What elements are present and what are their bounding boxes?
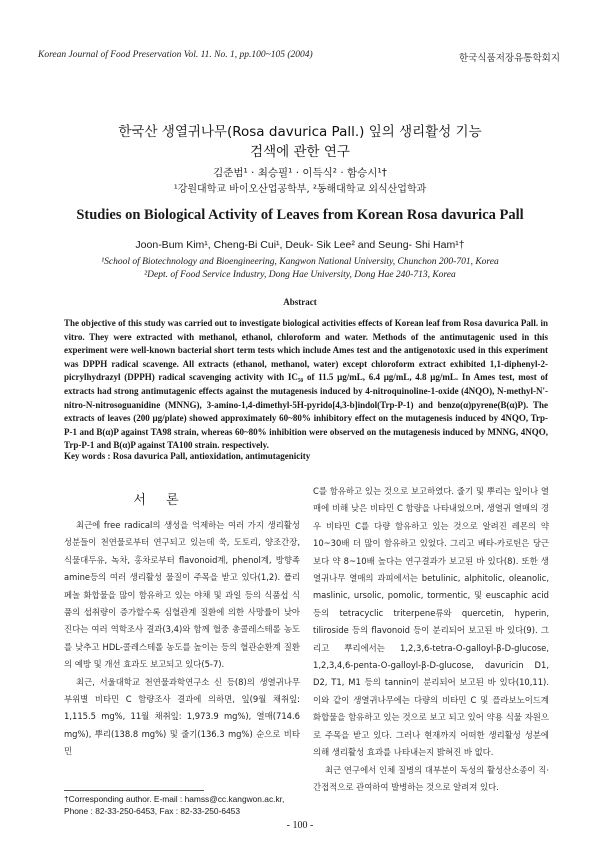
intro-paragraph: 최근에 free radical의 생성을 억제하는 여러 가지 생리활성 성분들이 천연물로부터 연구되고 있는데 쑥, 도토리, 양조간장, 식물대두유, 녹차, 홍차로부터 flavonoid계, phenol계, 방향족 amine등의 여러 생리활성 물질이 주목을 받고 있다(1,2). 폴리페놀 화합물을 많이 함유하고 있는 야채 및 과일 등의 식품섭 식품의 섭취량이 증가할수록 심혈관계 질환에 의한 사망률이 낮아진다는 여러 역학조사 결과(3,4)와 함께 혈중 총콜레스테롤 농도를 낮추고 HDL-콜레스테롤 농도를 높이는 등의 혈관순환계 질환의 예방 및 개선 효과도 보고되고 있다(5-7). bbox=[64, 520, 300, 670]
english-authors: Joon-Bum Kim¹, Cheng-Bi Cui¹, Deuk- Sik Lee² and Seung- Shi Ham¹† bbox=[135, 239, 465, 251]
abstract-body: The objective of this study was carried out to investigate biological activities effects of Korean leaf from Rosa davurica Pall. in vitro. They were extracted with methanol, ethanol, chloroform and water. Methods of the antimutagenic used in this experiment were well-known bacterial short term tests which include Ames test and the antigenotoxic used in this experiment was DPPH radical scavenge. All extracts (ethanol, methanol, water) except chloroform extract exhibited 1,1-diphenyl-2-picrylhydrazyl (DPPH) radical scavenging activity with IC₅₀ of 11.5 μg/mL, 6.4 μg/mL, 4.8 μg/mL. In Ames test, most of extracts had strong antimutagenic effects against the mutagenesis induced by 4-nitroquinoline-1-oxide (4NQO), N-methyl-N'-nitro-N-nitrosoguanidine (MNNG), 3-amino-1,4-dimethyl-5H-pyrido[4,3-b]indol(Trp-P-1) and benzo(α)pyrene(B(α)P). The extracts of leaves (200 μg/plate) showed approximately 60~80% inhibitory effect on the mutagenesis induced by 4NQO, Trp-P-1 and B(α)P against TA98 strain, whereas 60~80% inhibition were observed on the mutagenesis induced by MNNG, 4NQO, Trp-P-1 and B(α)P against TA100 strain. respectively. bbox=[64, 318, 548, 451]
korean-affiliation: ¹강원대학교 바이오산업공학부, ²동해대학교 외식산업학과 bbox=[173, 184, 427, 195]
intro-left-column bbox=[64, 517, 300, 761]
english-title: Studies on Biological Activity of Leaves from Korean Rosa davurica Pall bbox=[76, 207, 524, 223]
footnote bbox=[64, 793, 300, 817]
journal-citation: Korean Journal of Food Preservation Vol. 11. No. 1, pp.100~105 (2004) bbox=[38, 50, 313, 60]
english-affiliation-1: ¹School of Biotechnology and Bioengineering, Kangwon National University, Chunchon 200-701, Korea bbox=[101, 257, 499, 267]
footnote-rule bbox=[64, 790, 204, 791]
section-heading-introduction: 서 론 bbox=[133, 493, 187, 508]
intro-paragraph: 최근, 서울대학교 천연물과학연구소 신 등(8)의 생열귀나무 부위별 비타민 C 함량조사 결과에 의하면, 잎(9월 채취잎: 1,115.5 mg%, 11월 채취잎: 1,973.9 mg%), 열매(714.6 mg%), 뿌리(138.8 mg%) 및 줄기(136.3 mg%) 순으로 비타민 bbox=[64, 676, 300, 757]
keywords: Key words : Rosa davurica Pall, antioxidation, antimutagenicity bbox=[64, 451, 311, 461]
footnote-author: †Corresponding author. E-mail : hamss@cc.kangwon.ac.kr, bbox=[64, 794, 285, 804]
english-affiliation-2: ²Dept. of Food Service Industry, Dong Hae University, Dong Hae 240-713, Korea bbox=[144, 270, 456, 280]
page-number: - 100 - bbox=[286, 820, 314, 831]
society-name: 한국식품저장유통학회지 bbox=[459, 53, 560, 64]
korean-title-line-2: 검색에 관한 연구 bbox=[250, 144, 350, 160]
intro-paragraph: C를 함유하고 있는 것으로 보고하였다. 줄기 및 뿌리는 잎이나 열매에 비해 낮은 비타민 C 함량을 나타내었으며, 생열귀 열매의 경우 비타민 C를 다량 함유하고 있는 것으로 알려진 레몬의 약 10~30배 더 많이 함유하고 있었다. 그리고 베타-카로틴은 당근보다 약 8~10배 높다는 연구결과가 보고된 바 있다(8). 또한 생열귀나무 열매의 과피에서는 betulinic, alphitolic, oleanolic, maslinic, ursolic, pomolic, tormentic, 및 euscaphic acid 등의 tetracyclic triterpene류와 quercetin, hyperin, tiliroside 등의 flavonoid 등이 분리되어 보고된 바 있다(9). 그리고 뿌리에서는 1,2,3,6-tetra-O-galloyl-β-D-glucose, 1,2,3,4,6-penta-O-galloyl-β-D-glucose, davuricin D1, D2, T1, M1 등의 tannin이 분리되어 보고된 바 있다(10,11). 이와 같이 생열귀나무에는 다량의 비타민 C 및 플라보노이드계 화합물을 함유하고 있는 것으로 보고 되고 있어 약용 식물 자원으로 주목을 받고 있다. 그러나 현재까지 어떠한 생리활성 성분에 의해 생리활성 효과를 나타내는지 밝혀진 바 없다. bbox=[313, 486, 549, 758]
footnote-phone: Phone : 82-33-250-6453, Fax : 82-33-250-6453 bbox=[64, 806, 240, 816]
abstract-heading: Abstract bbox=[283, 297, 317, 307]
korean-title-line-1: 한국산 생열귀나무(Rosa davurica Pall.) 잎의 생리활성 기능 bbox=[118, 124, 482, 140]
korean-authors: 김준범¹ · 최승필¹ · 이득식² · 함승시¹† bbox=[213, 167, 387, 179]
intro-paragraph: 최근 연구에서 인체 질병의 대부분이 독성의 활성산소종이 직·간접적으로 관여하여 발병하는 것으로 알려져 있다. bbox=[313, 764, 549, 792]
intro-right-column bbox=[313, 483, 549, 796]
